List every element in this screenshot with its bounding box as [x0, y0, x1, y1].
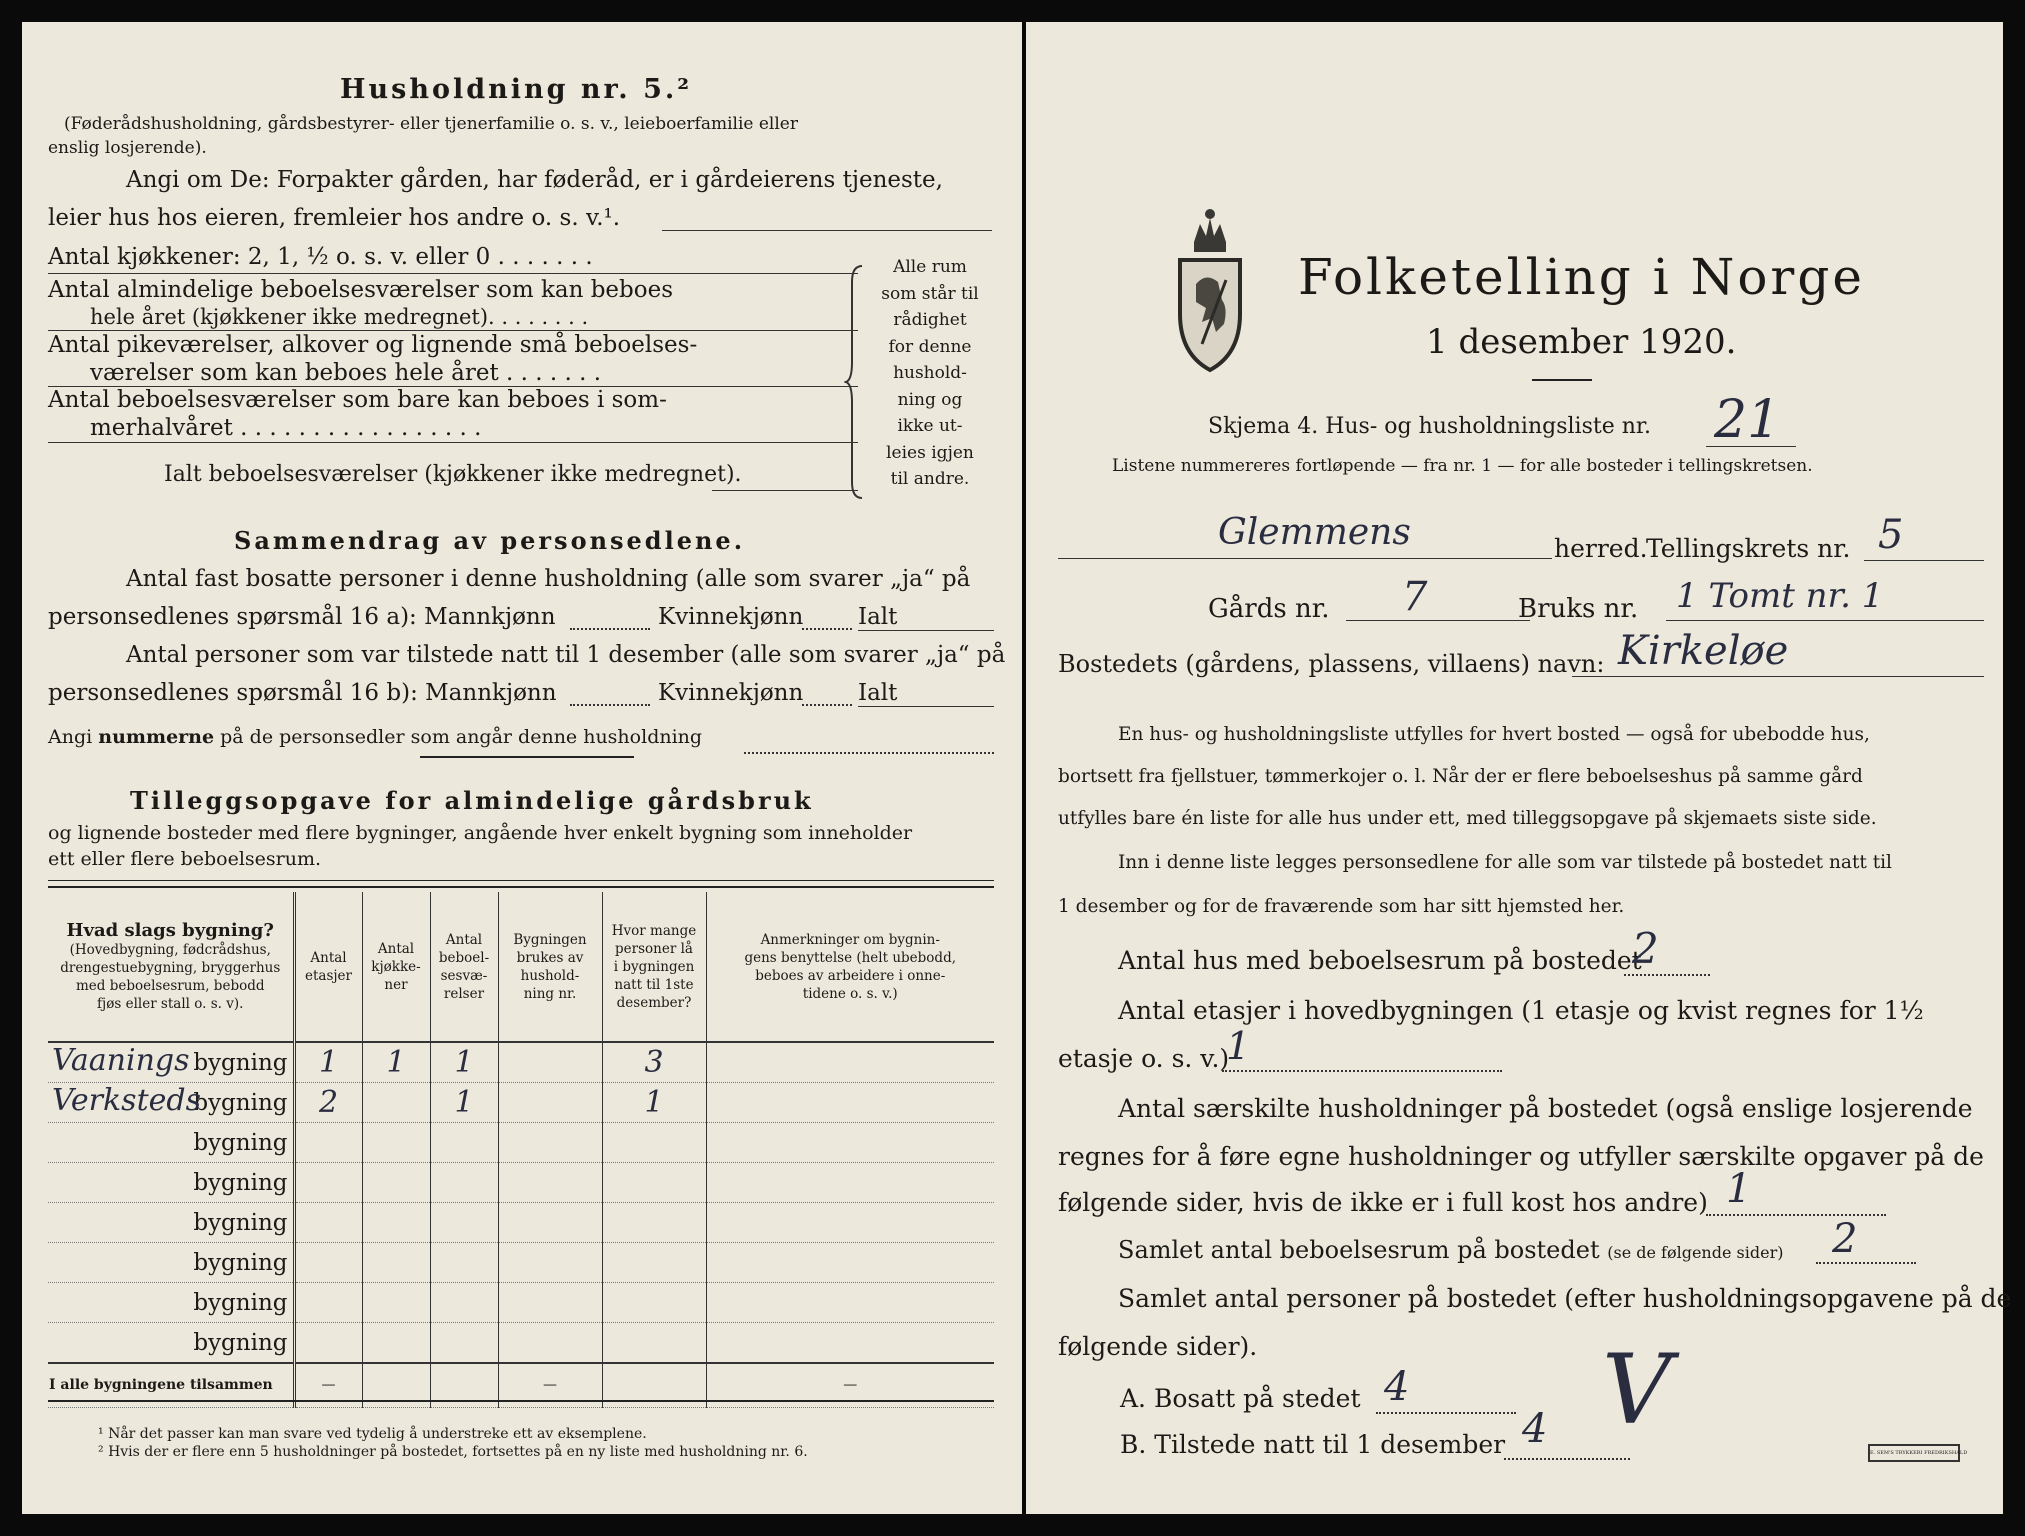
q-persons-line-2: følgende sider). — [1058, 1332, 1258, 1361]
building-name-cell[interactable] — [48, 1123, 294, 1163]
ask-line-1: Angi om De: Forpakter gården, har føderåd, er i gårdeierens tjeneste, — [126, 167, 943, 193]
cell-etasjer[interactable] — [294, 1323, 362, 1364]
summer-line — [48, 442, 858, 443]
building-suffix: bygning — [193, 1249, 288, 1276]
schema-nr[interactable]: 21 — [1714, 390, 1781, 450]
cell-vaerelser[interactable] — [430, 1243, 498, 1283]
header-line: gens benyttelse (helt ubebodd, — [744, 949, 957, 966]
bruks-label: Bruks nr. — [1518, 594, 1639, 624]
female-present-field[interactable] — [802, 704, 852, 706]
q-households-line — [1706, 1214, 1886, 1216]
cell-personer[interactable]: 3 — [602, 1042, 706, 1083]
header-line: beboes av arbeidere i onne- — [755, 967, 946, 984]
building-suffix: bygning — [193, 1209, 288, 1236]
krets-value[interactable]: 5 — [1878, 512, 1904, 558]
maid-rooms-2: værelser som kan beboes hele året . . . . . . . — [90, 360, 602, 386]
herred-value[interactable]: Glemmens — [1218, 512, 1411, 553]
summer-rooms-2: merhalvåret . . . . . . . . . . . . . . . . . — [90, 415, 482, 441]
cell-kjokken[interactable] — [362, 1243, 430, 1283]
brace-note-line: Alle rum — [893, 257, 967, 277]
cell-personer[interactable] — [602, 1163, 706, 1203]
herred-label: herred. — [1554, 534, 1648, 563]
header-line: ning nr. — [523, 985, 577, 1002]
q-floors-line-1: Antal etasjer i hovedbygningen (1 etasje og kvist regnes for 1½ — [1118, 996, 1924, 1025]
header-line: Antal — [445, 931, 483, 948]
a-resident-line — [1376, 1412, 1516, 1414]
household-subtitle-2: enslig losjerende). — [48, 138, 207, 158]
header-line: tidene o. s. v.) — [802, 985, 898, 1002]
male-resident-field[interactable] — [570, 628, 650, 630]
col-building-type — [48, 892, 294, 1042]
instruction-4: Inn i denne liste legges personsedlene for alle som var tilstede på bostedet natt til — [1118, 852, 1892, 873]
q-households-line-3: følgende sider, hvis de ikke er i full kost hos andre) — [1058, 1188, 1708, 1217]
census-date: 1 desember 1920. — [1426, 322, 1737, 362]
summary-line-3: Antal personer som var tilstede natt til 1 desember (alle som svarer „ja“ på — [126, 642, 1006, 668]
cell-kjokken[interactable] — [362, 1123, 430, 1163]
census-title: Folketelling i Norge — [1298, 248, 1865, 306]
cell-vaerelser[interactable] — [430, 1163, 498, 1203]
ordinary-rooms-2: hele året (kjøkkener ikke medregnet). . . . . . . . — [90, 305, 589, 329]
brace-note-line: til andre. — [890, 469, 970, 489]
building-suffix: bygning — [193, 1049, 288, 1076]
building-table — [48, 892, 994, 1408]
cell-vaerelser[interactable] — [430, 1203, 498, 1243]
check-mark: V — [1602, 1334, 1672, 1446]
household-title: Husholdning nr. 5.² — [340, 74, 693, 105]
q-floors-value[interactable]: 1 — [1226, 1024, 1251, 1068]
building-name-cell[interactable] — [48, 1083, 294, 1123]
cell-anm[interactable] — [706, 1123, 994, 1163]
cell-kjokken[interactable] — [362, 1203, 430, 1243]
cell-kjokken[interactable] — [362, 1163, 430, 1203]
header-line: kjøkke- — [371, 958, 421, 975]
a-resident-value[interactable]: 4 — [1384, 1364, 1410, 1410]
q-houses-value[interactable]: 2 — [1632, 924, 1659, 973]
cell-husholdning[interactable] — [498, 1283, 602, 1323]
cell-anm[interactable] — [706, 1203, 994, 1243]
cell-etasjer[interactable] — [294, 1283, 362, 1323]
header-line: etasjer — [304, 967, 353, 984]
summary-line-1: Antal fast bosatte personer i denne husholdning (alle som svarer „ja“ på — [126, 566, 971, 592]
bosted-line — [1572, 676, 1984, 677]
header-line: relser — [443, 985, 485, 1002]
cell-kjokken[interactable] — [362, 1283, 430, 1323]
col-kitchens — [362, 892, 430, 1042]
header-line: brukes av — [516, 949, 584, 966]
brace-icon — [844, 262, 868, 502]
cell-anm[interactable] — [706, 1323, 994, 1364]
building-name-cell[interactable] — [48, 1163, 294, 1203]
ordinary-rooms-1: Antal almindelige beboelsesværelser som kan beboes — [48, 277, 674, 303]
header-line: personer lå — [615, 940, 693, 957]
building-suffix: bygning — [193, 1169, 288, 1196]
summer-rooms-1: Antal beboelsesværelser som bare kan beboes i som- — [48, 387, 667, 413]
building-suffix: bygning — [193, 1329, 288, 1356]
right-page — [1026, 22, 2012, 1514]
cell-kjokken[interactable] — [362, 1323, 430, 1364]
summary-line-2a: personsedlenes spørsmål 16 a): Mannkjønn — [48, 604, 556, 630]
q-rooms-line — [1816, 1262, 1916, 1264]
cell-personer[interactable] — [602, 1203, 706, 1243]
table-top-rule-1 — [48, 880, 994, 881]
cell-etasjer[interactable] — [294, 1203, 362, 1243]
summary-line-4c: Ialt — [858, 680, 898, 706]
total-household: — — [498, 1363, 602, 1407]
cell-anm[interactable] — [706, 1163, 994, 1203]
q-rooms-label — [1118, 1236, 1783, 1264]
a-resident-label: A. Bosatt på stedet — [1120, 1384, 1361, 1413]
brace-note-line: ning og — [897, 389, 963, 410]
kitchens-label: Antal kjøkkener: 2, 1, ½ o. s. v. eller 0 . . . . . . . — [48, 244, 593, 270]
left-page — [22, 22, 1022, 1514]
summary-line-4a: personsedlenes spørsmål 16 b): Mannkjønn — [48, 680, 557, 706]
col-persons — [602, 892, 706, 1042]
col-household-nr — [498, 892, 602, 1042]
header-line: drengestuebygning, bryggerhus — [60, 960, 281, 976]
cell-kjokken[interactable]: 1 — [362, 1042, 430, 1083]
cell-etasjer[interactable] — [294, 1243, 362, 1283]
title-rule — [1532, 379, 1592, 381]
header-line: med beboelsesrum, bebodd — [76, 978, 265, 994]
numbering-note: Listene nummereres fortløpende — fra nr. 1 — for alle bosteder i tellingskretsen. — [1112, 456, 1813, 476]
cell-husholdning[interactable] — [498, 1123, 602, 1163]
instruction-3: utfylles bare én liste for alle hus under ett, med tilleggsopgave på skjemaets siste side. — [1058, 808, 1877, 829]
brace-note-line: rådighet — [893, 310, 967, 330]
q-persons-line-1: Samlet antal personer på bostedet (efter husholdningsopgavene på de — [1118, 1284, 2012, 1313]
numbers-field[interactable] — [744, 752, 994, 754]
bruks-line — [1666, 620, 1984, 621]
printer-stamp: E. SEM'S TRYKKERI FREDRIKSHALD — [1868, 1444, 1960, 1462]
q-floors-line — [1222, 1070, 1502, 1072]
numbers-prefix: Angi — [48, 726, 99, 748]
cell-anm[interactable] — [706, 1243, 994, 1283]
q-rooms-note: (se de følgende sider) — [1607, 1243, 1784, 1262]
building-suffix: bygning — [193, 1289, 288, 1316]
cell-vaerelser[interactable] — [430, 1283, 498, 1323]
b-present-line — [1504, 1458, 1630, 1460]
ask-answer-line — [662, 230, 992, 231]
header-line: Bygningen — [513, 931, 587, 948]
summary-heading: Sammendrag av personsedlene. — [234, 526, 746, 555]
numbers-suffix: på de personsedler som angår denne husholdning — [214, 726, 703, 748]
header-line: natt til 1ste — [614, 976, 694, 993]
header-line: Hvor mange — [611, 922, 697, 939]
building-name-cell[interactable] — [48, 1203, 294, 1243]
divider — [420, 756, 634, 758]
total-label: I alle bygningene tilsammen — [48, 1363, 294, 1407]
brace-note-line: som står til — [881, 283, 979, 304]
instruction-2: bortsett fra fjellstuer, tømmerkojer o. l. Når der er flere beboelseshus på samme gård — [1058, 766, 1863, 787]
ask-line-2: leier hus hos eieren, fremleier hos andre o. s. v.¹. — [48, 205, 621, 231]
building-name: Vaanings — [52, 1043, 190, 1078]
table-row — [48, 1203, 994, 1243]
building-name-cell[interactable] — [48, 1323, 294, 1364]
cell-personer[interactable] — [602, 1243, 706, 1283]
header-line: Antal — [377, 940, 415, 957]
building-name-cell[interactable] — [48, 1283, 294, 1323]
cell-anm[interactable] — [706, 1083, 994, 1123]
col-floors — [294, 892, 362, 1042]
q-rooms-text: Samlet antal beboelsesrum på bostedet — [1118, 1236, 1600, 1264]
q-households-line-1: Antal særskilte husholdninger på bostedet (også enslige losjerende — [1118, 1094, 1973, 1123]
cell-personer[interactable] — [602, 1323, 706, 1364]
brace-note-line: ikke ut- — [897, 416, 963, 436]
header-line: sesvæ- — [440, 967, 488, 984]
brace-note — [870, 254, 990, 493]
kitchens-line — [48, 273, 858, 274]
cell-personer[interactable] — [602, 1123, 706, 1163]
summary-line-4b: Kvinnekjønn — [658, 680, 804, 706]
q-households-value[interactable]: 1 — [1726, 1166, 1752, 1212]
b-present-value[interactable]: 4 — [1522, 1406, 1548, 1452]
table-row — [48, 1083, 994, 1123]
header-line: Antal — [310, 949, 347, 966]
table-bottom-rule — [48, 1400, 994, 1402]
header-line: fjøs eller stall o. s. v). — [97, 996, 244, 1012]
female-resident-field[interactable] — [802, 628, 852, 630]
herred-line — [1058, 558, 1552, 559]
brace-note-line: for denne — [888, 336, 972, 357]
building-name-cell[interactable] — [48, 1243, 294, 1283]
instruction-5: 1 desember og for de fraværende som har sitt hjemsted her. — [1058, 896, 1625, 917]
q-floors-line-2: etasje o. s. v.) — [1058, 1044, 1230, 1073]
cell-husholdning[interactable] — [498, 1323, 602, 1364]
gards-label: Gårds nr. — [1208, 594, 1330, 624]
gards-value[interactable]: 7 — [1402, 574, 1428, 620]
krets-label: Tellingskrets nr. — [1646, 534, 1851, 563]
header-line: beboel- — [438, 949, 490, 966]
ordinary-line — [48, 330, 858, 331]
total-rooms-label: Ialt beboelsesværelser (kjøkkener ikke medregnet). — [164, 462, 742, 487]
table-row — [48, 1283, 994, 1323]
brace-note-line: hushold- — [893, 363, 967, 383]
cell-husholdning[interactable] — [498, 1083, 602, 1123]
schema-label: Skjema 4. Hus- og husholdningsliste nr. — [1208, 414, 1651, 439]
male-present-field[interactable] — [570, 704, 650, 706]
norway-coat-of-arms-icon — [1172, 204, 1248, 374]
total-rooms-line — [712, 490, 858, 491]
table-row — [48, 1243, 994, 1283]
col-remarks — [706, 892, 994, 1042]
table-header-row — [48, 892, 994, 1042]
header-line: (Hovedbygning, fødcrådshus, — [69, 942, 271, 958]
summary-line-2b: Kvinnekjønn — [658, 604, 804, 630]
header-line: Anmerkninger om bygnin- — [760, 931, 940, 948]
cell-husholdning[interactable] — [498, 1243, 602, 1283]
building-name-cell[interactable] — [48, 1042, 294, 1083]
maid-rooms-1: Antal pikeværelser, alkover og lignende små beboelses- — [48, 332, 698, 358]
krets-line — [1864, 560, 1984, 561]
col-rooms — [430, 892, 498, 1042]
bosted-value[interactable]: Kirkeløe — [1618, 628, 1789, 674]
q-rooms-value[interactable]: 2 — [1832, 1216, 1858, 1262]
total-remarks: — — [706, 1363, 994, 1407]
total-present-field[interactable] — [858, 706, 994, 707]
header-line: hushold- — [520, 967, 580, 984]
bruks-value[interactable]: 1 Tomt nr. 1 — [1676, 576, 1884, 616]
table-row — [48, 1323, 994, 1364]
header-line: ner — [384, 976, 408, 993]
instruction-1: En hus- og husholdningsliste utfylles for hvert bosted — også for ubebodde hus, — [1118, 724, 1870, 745]
cell-anm[interactable] — [706, 1042, 994, 1083]
household-subtitle-1: (Føderådshusholdning, gårdsbestyrer- eller tjenerfamilie o. s. v., leieboerfamilie eller — [64, 114, 798, 134]
col-building-sub — [49, 941, 292, 1013]
table-row — [48, 1123, 994, 1163]
b-present-label: B. Tilstede natt til 1 desember — [1120, 1430, 1506, 1459]
cell-vaerelser[interactable]: 1 — [430, 1083, 498, 1123]
cell-kjokken[interactable] — [362, 1083, 430, 1123]
table-row — [48, 1042, 994, 1083]
header-line: desember? — [616, 994, 692, 1011]
cell-vaerelser[interactable] — [430, 1323, 498, 1364]
table-top-rule-2 — [48, 886, 994, 888]
q-households-line-2: regnes for å føre egne husholdninger og utfyller særskilte opgaver på de — [1058, 1142, 1984, 1171]
footnote-1: ¹ Når det passer kan man svare ved tydelig å understreke ett av eksemplene. — [98, 1426, 647, 1442]
q-houses-label: Antal hus med beboelsesrum på bostedet — [1118, 946, 1642, 975]
cell-vaerelser[interactable]: 1 — [430, 1042, 498, 1083]
q-houses-line — [1624, 974, 1710, 976]
cell-etasjer[interactable] — [294, 1163, 362, 1203]
cell-anm[interactable] — [706, 1283, 994, 1323]
table-row — [48, 1163, 994, 1203]
header-line: i bygningen — [613, 958, 695, 975]
building-suffix: bygning — [193, 1129, 288, 1156]
cell-etasjer[interactable] — [294, 1123, 362, 1163]
building-suffix: bygning — [193, 1089, 288, 1116]
supplement-line-2: ett eller flere beboelsesrum. — [48, 848, 322, 870]
total-resident-field[interactable] — [858, 630, 994, 631]
numbers-line — [48, 726, 702, 748]
total-floors: — — [294, 1363, 362, 1407]
numbers-emph: nummerne — [98, 726, 215, 748]
table-body — [48, 1042, 994, 1363]
bosted-label: Bostedets (gårdens, plassens, villaens) navn: — [1058, 650, 1605, 678]
cell-personer[interactable] — [602, 1283, 706, 1323]
cell-personer[interactable]: 1 — [602, 1083, 706, 1123]
building-name: Verksteds — [52, 1083, 201, 1118]
supplement-line-1: og lignende bosteder med flere bygninger, angående hver enkelt bygning som inneholder — [48, 822, 913, 844]
cell-husholdning[interactable] — [498, 1042, 602, 1083]
brace-note-line: leies igjen — [886, 442, 974, 463]
supplement-heading: Tilleggsopgave for almindelige gårdsbruk — [130, 786, 814, 815]
col-building-title: Hvad slags bygning? — [66, 920, 274, 941]
cell-husholdning[interactable] — [498, 1203, 602, 1243]
summary-line-2c: Ialt — [858, 604, 898, 630]
cell-vaerelser[interactable] — [430, 1123, 498, 1163]
gards-line — [1346, 620, 1530, 621]
footnote-2: ² Hvis der er flere enn 5 husholdninger på bostedet, fortsettes på en ny liste med husholdning nr. 6. — [98, 1444, 808, 1460]
cell-etasjer[interactable]: 1 — [294, 1042, 362, 1083]
cell-husholdning[interactable] — [498, 1163, 602, 1203]
cell-etasjer[interactable]: 2 — [294, 1083, 362, 1123]
